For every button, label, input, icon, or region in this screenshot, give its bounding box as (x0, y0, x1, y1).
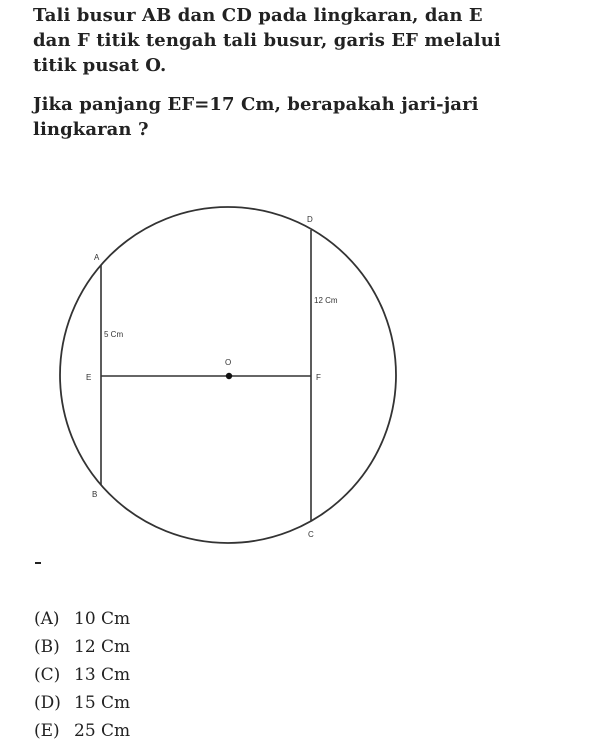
question-line-2: dan F titik tengah tali busur, garis EF melalui (33, 30, 501, 51)
option-c-text: 13 Cm (74, 665, 131, 685)
question-line-3: titik pusat O. (33, 55, 167, 76)
option-c-letter: (C) (34, 665, 61, 685)
dash-mark (35, 562, 41, 564)
option-c (34, 664, 130, 686)
option-b-letter: (B) (34, 637, 60, 657)
option-a (34, 608, 130, 630)
center-point (226, 373, 232, 379)
option-a-text: 10 Cm (74, 609, 131, 629)
option-b-text: 12 Cm (74, 637, 131, 657)
option-d (34, 692, 130, 714)
label-a: A (94, 253, 100, 262)
question-line-4: Jika panjang EF=17 Cm, berapakah jari-jari (33, 94, 479, 115)
option-a-letter: (A) (34, 609, 60, 629)
option-e-letter: (E) (34, 721, 60, 741)
measure-ae: 5 Cm (104, 330, 124, 339)
option-d-letter: (D) (34, 693, 61, 713)
label-e: E (86, 373, 92, 382)
option-e (34, 720, 130, 742)
label-b: B (92, 490, 98, 499)
measure-df: 12 Cm (314, 296, 338, 305)
label-d: D (307, 215, 313, 224)
option-b (34, 636, 130, 658)
option-d-text: 15 Cm (74, 693, 131, 713)
label-f: F (316, 373, 321, 382)
label-c: C (308, 530, 314, 539)
label-o: O (225, 358, 232, 367)
option-e-text: 25 Cm (74, 721, 131, 741)
question-line-5: lingkaran ? (33, 119, 149, 140)
question-line-1: Tali busur AB dan CD pada lingkaran, dan E (33, 5, 483, 26)
